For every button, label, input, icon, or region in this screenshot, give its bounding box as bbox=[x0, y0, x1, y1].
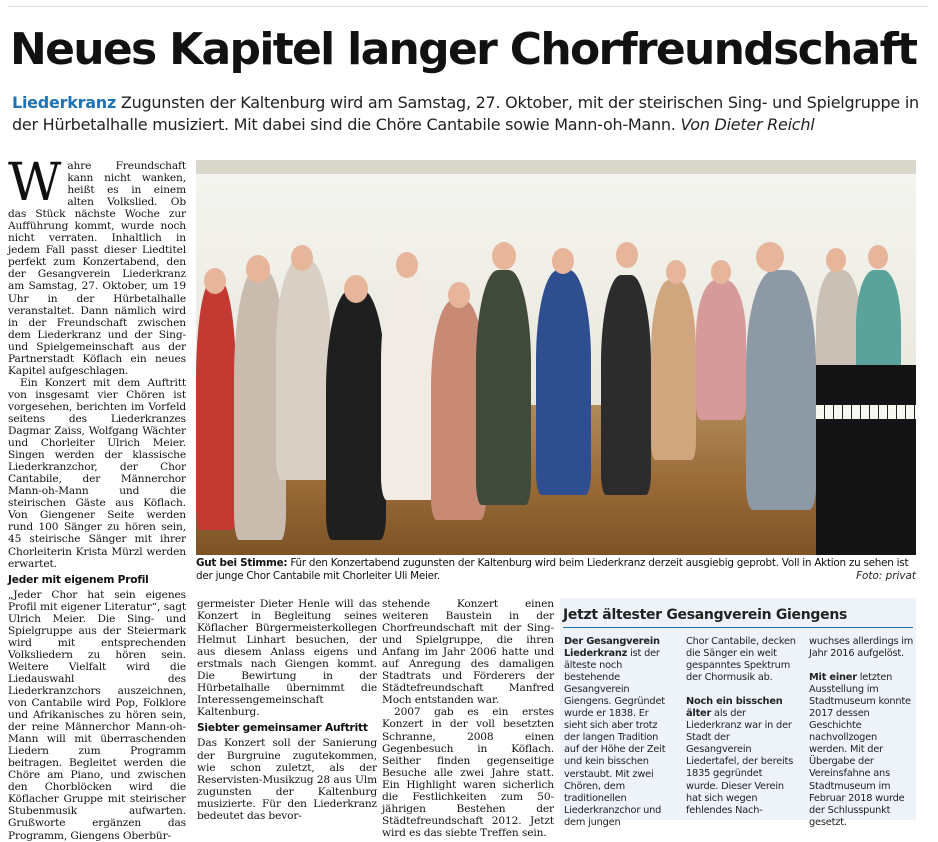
photo-ceiling-beam bbox=[196, 160, 916, 174]
infobox-bold: Mit einer bbox=[809, 672, 857, 684]
article-column-3 bbox=[382, 598, 554, 839]
photo-singer bbox=[536, 270, 591, 495]
photo-head bbox=[666, 260, 686, 284]
infobox-text: ist der älteste noch bestehende Gesangverein Giengens. Gegründet wurde er 1838. Er sieht sich aber trotz der langen Tradition auf der Höhe der Zeit und kein bisschen verstaubt. Mit zwei Chören, dem traditionellen Liederkranzchor und dem jungen bbox=[564, 648, 666, 828]
photo-head bbox=[396, 252, 418, 278]
photo-caption bbox=[196, 557, 916, 583]
photo-singer bbox=[746, 270, 816, 510]
article-paragraph: „Jeder Chor hat sein eigenes Profil mit eigener Literatur“, sagt Ulrich Meier. Die Sing- und Spielgruppe aus der Steiermark wird mit entsprechenden Volksliedern zu hören sein. Weitere Vielfalt wird die Liedauswahl des Liederkranzchors auszeichnen, von Cantabile wird Pop, Folklore und Afrikanisches zu hören sein, der reine Männerchor Mann-oh-Mann will mit überraschenden Liedern zum Programm beitragen. Begleitet werden die Chöre am Piano, und zwischen den Chorblöcken wird die Köflacher Gruppe mit steirischer Stubenmusik aufwarten. Grußworte ergänzen das Programm, Giengens Oberbür- bbox=[8, 588, 186, 842]
photo-head bbox=[492, 242, 516, 270]
infobox-text: letzten Ausstellung im Stadtmuseum konnte 2017 dessen Geschichte nachvollzogen werden. Mit der Übergabe der Vereinsfahne ans Stadtmuseum im Februar 2018 wurde der Schlusspunkt gesetzt. bbox=[809, 672, 911, 828]
photo-piano bbox=[816, 365, 916, 555]
infobox-title: Jetzt ältester Gesangverein Giengens bbox=[563, 607, 848, 623]
photo-head bbox=[868, 245, 888, 269]
photo-head bbox=[756, 242, 784, 272]
photo-head bbox=[826, 248, 846, 272]
article-column-2 bbox=[197, 598, 377, 822]
article-paragraph: Ein Konzert mit dem Auftritt von insgesamt vier Chören ist vorgesehen, berichten im Vorfeld seitens des Liederkranzes Dagmar Zaiss, Wolfgang Wächter und Chorleiter Ulrich Meier. Singen werden der klassische Liederkranzchor, der Chor Cantabile, der Männerchor Mann-oh-Mann und die steirischen Gäste aus Köflach. Von Giengener Seite werden rund 100 Sänger zu hören sein, 45 steirische Sänger mit ihrer Chorleiterin Krista Mürzl werden erwartet. bbox=[8, 376, 186, 570]
article-paragraph: Das Konzert soll der Sanierung der Burgruine zugutekommen, wie schon zuletzt, als der Reservisten-Musikzug 28 aus Ulm zugunsten der Kaltenburg musizierte. Für den Liederkranz bedeutet das bevor- bbox=[197, 737, 377, 822]
infobox-text: Chor Cantabile, decken die Sänger ein weit gespanntes Spektrum der Chormusik ab. bbox=[686, 636, 796, 684]
infobox-rule bbox=[563, 627, 913, 628]
infobox-column-3 bbox=[809, 636, 914, 829]
infobox-text: als der Liederkranz war in der Stadt der Gesangverein Liedertafel, der bereits 1835 gegründet wurde. Dieser Verein hat sich wegen fehlendes Nach- bbox=[686, 708, 794, 816]
choir-photo bbox=[196, 160, 916, 555]
photo-piano-keys bbox=[816, 405, 916, 419]
article-paragraph: ahre Freundschaft kann nicht wanken, heißt es in einem alten Volkslied. Ob das Stück nächste Woche zur Aufführung kommt, wurde noch nicht verraten. Inhaltlich in jedem Fall passt dieser Liedtitel perfekt zum Konzertabend, den der Gesangverein Liederkranz am Samstag, 27. Oktober, um 19 Uhr in der Hürbetalhalle veranstaltet. Dann nämlich wird in der Freundschaft zwischen dem Liederkranz und der Sing- und Spielgemeinschaft aus der Partnerstadt Köflach ein neues Kapitel aufgeschlagen. bbox=[8, 160, 186, 377]
photo-singer bbox=[696, 280, 746, 420]
caption-lead: Gut bei Stimme: bbox=[196, 557, 288, 569]
photo-head bbox=[204, 268, 226, 294]
photo-singer bbox=[476, 270, 531, 505]
photo-singer bbox=[651, 280, 696, 460]
subheading: Siebter gemeinsamer Auftritt bbox=[197, 722, 368, 735]
photo-head bbox=[344, 275, 368, 303]
photo-singer bbox=[276, 260, 331, 480]
photo-head bbox=[448, 282, 470, 308]
article-paragraph: germeister Dieter Henle will das Konzert in Begleitung seines Köflacher Bürgermeisterkollegen Helmut Linhart besuchen, der aus diesem Anlass eigens und erstmals nach Giengen kommt. Die Bewirtung in der Hürbetalhalle übernimmt die Interessengemeinschaft Kaltenburg. bbox=[197, 598, 377, 719]
photo-head bbox=[711, 260, 731, 284]
photo-credit: Foto: privat bbox=[856, 570, 916, 582]
photo-singer bbox=[196, 280, 236, 530]
photo-head bbox=[246, 255, 270, 283]
photo-head bbox=[552, 248, 574, 274]
lead-kicker: Liederkranz bbox=[12, 93, 117, 112]
infobox-column-1 bbox=[564, 636, 674, 829]
article-paragraph: stehende Konzert einen weiteren Baustein in der Chorfreundschaft mit der Sing- und Spielgruppe, die ihren Anfang im Jahr 2006 hatte und auf Anregung des damaligen Stadtrats und Förderers der Städtefreundschaft Manfred Moch entstanden war. bbox=[382, 598, 554, 707]
lead-text: Zugunsten der Kaltenburg wird am Samstag, 27. Oktober, mit der steirischen Sing- und Spielgruppe in der Hürbetalhalle musiziert. Mit dabei sind die Chöre Cantabile sowie Mann-oh-Mann. bbox=[12, 93, 919, 134]
infobox-text: wuchses allerdings im Jahr 2016 aufgelöst. bbox=[809, 636, 914, 660]
article-column-1 bbox=[8, 153, 186, 842]
subheading: Jeder mit eigenem Profil bbox=[8, 573, 149, 586]
author-byline: Von Dieter Reichl bbox=[680, 115, 815, 134]
dropcap: W bbox=[8, 153, 62, 213]
top-rule bbox=[8, 6, 928, 7]
photo-singer bbox=[381, 270, 436, 500]
infobox-bold: Noch ein bisschen älter bbox=[686, 696, 783, 720]
headline: Neues Kapitel langer Chorfreundschaft bbox=[10, 24, 917, 75]
article-paragraph: 2007 gab es ein erstes Konzert in der voll besetzten Schranne, 2008 einen Gegenbesuch in Köflach. Seither finden gegenseitige Besuche alle zwei Jahre statt. Ein Highlight waren sicherlich die Festlichkeiten zum 50-jährigen Bestehen der Städtefreundschaft 2012. Jetzt wird es das siebte Treffen sein. bbox=[382, 706, 554, 839]
photo-singer bbox=[326, 290, 386, 540]
lead-paragraph bbox=[12, 92, 924, 136]
photo-head bbox=[616, 242, 638, 268]
photo-singer bbox=[601, 275, 651, 495]
infobox-column-2 bbox=[686, 636, 796, 817]
infobox-bold: Der Gesangverein Liederkranz bbox=[564, 636, 660, 660]
photo-head bbox=[291, 245, 313, 271]
caption-text: Für den Konzertabend zugunsten der Kaltenburg wird beim Liederkranz derzeit ausgiebig geprobt. Voll in Aktion zu sehen ist der junge Chor Cantabile mit Chorleiter Uli Meier. bbox=[196, 557, 909, 582]
